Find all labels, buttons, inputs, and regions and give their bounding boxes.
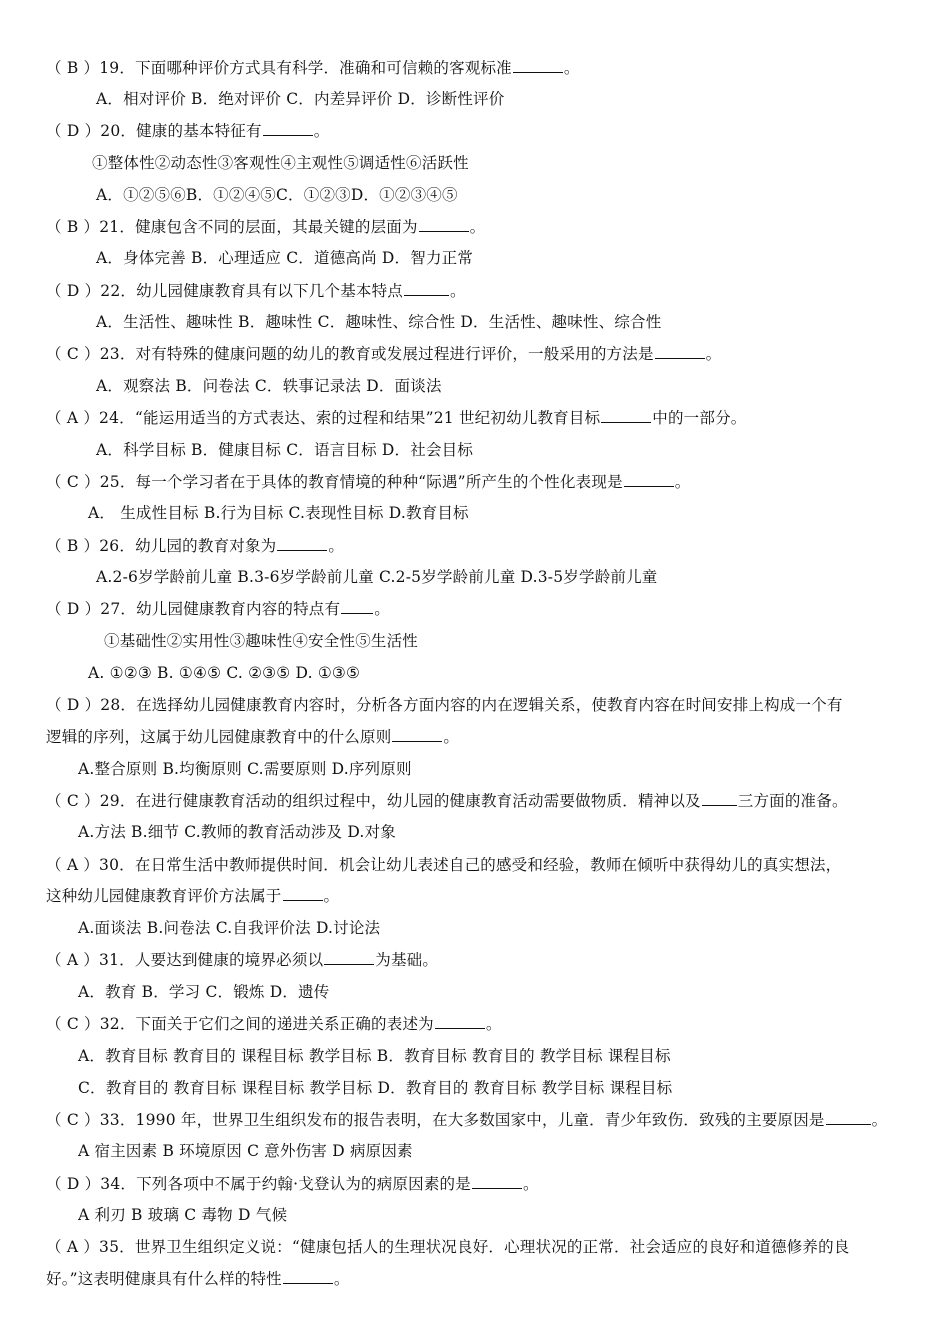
question-24: （ A ）24．“能运用适当的方式表达、索的过程和结果”21 世纪初幼儿教育目标 中的一部分。 xyxy=(46,409,747,427)
question-20: （ D ）20．健康的基本特征有 。 xyxy=(46,122,330,140)
question-22: （ D ）22．幼儿园健康教育具有以下几个基本特点 。 xyxy=(46,282,466,300)
question-33-options: A 宿主因素 B 环境原因 C 意外伤害 D 病原因素 xyxy=(78,1142,413,1160)
question-20-options: A．①②⑤⑥B．①②④⑤C．①②③D．①②③④⑤ xyxy=(96,186,458,204)
answer-blank xyxy=(283,886,323,901)
question-21: （ B ）21．健康包含不同的层面，其最关键的层面为 。 xyxy=(46,218,486,236)
question-34: （ D ）34．下列各项中不属于约翰·戈登认为的病原因素的是 。 xyxy=(46,1175,539,1193)
question-20-items: ①整体性②动态性③客观性④主观性⑤调适性⑥活跃性 xyxy=(92,154,469,172)
question-26-options: A.2-6岁学龄前儿童 B.3-6岁学龄前儿童 C.2-5岁学龄前儿童 D.3-5岁学龄前儿童 xyxy=(96,568,658,586)
question-25: （ C ）25．每一个学习者在于具体的教育情境的种种“际遇”所产生的个性化表现是 。 xyxy=(46,473,691,491)
question-22-options: A．生活性、趣味性 B．趣味性 C．趣味性、综合性 D．生活性、趣味性、综合性 xyxy=(96,313,662,331)
answer-blank xyxy=(404,281,449,296)
answer-blank xyxy=(263,121,313,136)
question-25-options: A． 生成性目标 B.行为目标 C.表现性目标 D.教育目标 xyxy=(88,504,469,522)
question-27: （ D ）27．幼儿园健康教育内容的特点有 。 xyxy=(46,600,390,618)
answer-blank xyxy=(624,472,674,487)
question-30: （ A ）30．在日常生活中教师提供时间．机会让幼儿表述自己的感受和经验，教师在倾听中获得幼儿的真实想法， xyxy=(46,856,842,874)
question-24-options: A．科学目标 B．健康目标 C．语言目标 D．社会目标 xyxy=(96,441,474,459)
question-21-options: A．身体完善 B．心理适应 C．道德高尚 D．智力正常 xyxy=(96,249,474,267)
answer-blank xyxy=(601,408,651,423)
question-19: （ B ）19．下面哪种评价方式具有科学．准确和可信赖的客观标准 。 xyxy=(46,59,580,77)
question-32-options-ab: A．教育目标 教育目的 课程目标 教学目标 B．教育目标 教育目的 教学目标 课程目标 xyxy=(78,1047,671,1065)
question-27-options: A. ①②③ B. ①④⑤ C. ②③⑤ D. ①③⑤ xyxy=(88,664,361,682)
answer-blank xyxy=(513,58,563,73)
answer-blank xyxy=(702,791,737,806)
question-29-options: A.方法 B.细节 C.教师的教育活动涉及 D.对象 xyxy=(78,823,396,841)
question-31-options: A．教育 B．学习 C．锻炼 D．遗传 xyxy=(78,983,330,1001)
question-35: （ A ）35．世界卫生组织定义说：“健康包括人的生理状况良好．心理状况的正常．社会适应的良好和道德修养的良 xyxy=(46,1238,850,1256)
question-28-continued: 逻辑的序列，这属于幼儿园健康教育中的什么原则 。 xyxy=(46,728,460,746)
answer-blank xyxy=(826,1110,871,1125)
question-27-items: ①基础性②实用性③趣味性④安全性⑤生活性 xyxy=(104,632,419,650)
answer-blank xyxy=(341,599,373,614)
answer-blank xyxy=(283,1269,333,1284)
question-23: （ C ）23．对有特殊的健康问题的幼儿的教育或发展过程进行评价，一般采用的方法是 。 xyxy=(46,345,722,363)
answer-blank xyxy=(419,217,469,232)
question-19-options: A．相对评价 B．绝对评价 C．内差异评价 D．诊断性评价 xyxy=(96,90,505,108)
question-32-options-cd: C．教育目的 教育目标 课程目标 教学目标 D．教育目的 教育目标 教学目标 课程目标 xyxy=(78,1079,673,1097)
question-30-options: A.面谈法 B.问卷法 C.自我评价法 D.讨论法 xyxy=(78,919,381,937)
question-33: （ C ）33．1990 年，世界卫生组织发布的报告表明，在大多数国家中，儿童．青少年致伤．致残的主要原因是 。 xyxy=(46,1111,888,1129)
answer-blank xyxy=(655,344,705,359)
question-23-options: A．观察法 B．问卷法 C．轶事记录法 D．面谈法 xyxy=(96,377,442,395)
question-31: （ A ）31．人要达到健康的境界必须以 为基础。 xyxy=(46,951,439,969)
question-35-continued: 好。”这表明健康具有什么样的特性 。 xyxy=(46,1270,350,1288)
question-26: （ B ）26．幼儿园的教育对象为 。 xyxy=(46,537,345,555)
answer-blank xyxy=(472,1174,522,1189)
answer-blank xyxy=(435,1014,485,1029)
question-29: （ C ）29．在进行健康教育活动的组织过程中，幼儿园的健康教育活动需要做物质．精神以及 三方面的准备。 xyxy=(46,792,848,810)
question-32: （ C ）32．下面关于它们之间的递进关系正确的表述为 。 xyxy=(46,1015,502,1033)
question-28: （ D ）28．在选择幼儿园健康教育内容时，分析各方面内容的内在逻辑关系，使教育内容在时间安排上构成一个有 xyxy=(46,696,843,714)
question-28-options: A.整合原则 B.均衡原则 C.需要原则 D.序列原则 xyxy=(78,760,412,778)
answer-blank xyxy=(392,727,442,742)
answer-blank xyxy=(277,536,327,551)
question-34-options: A 利刃 B 玻璃 C 毒物 D 气候 xyxy=(78,1206,288,1224)
question-30-continued: 这种幼儿园健康教育评价方法属于 。 xyxy=(46,887,340,905)
answer-blank xyxy=(324,950,374,965)
